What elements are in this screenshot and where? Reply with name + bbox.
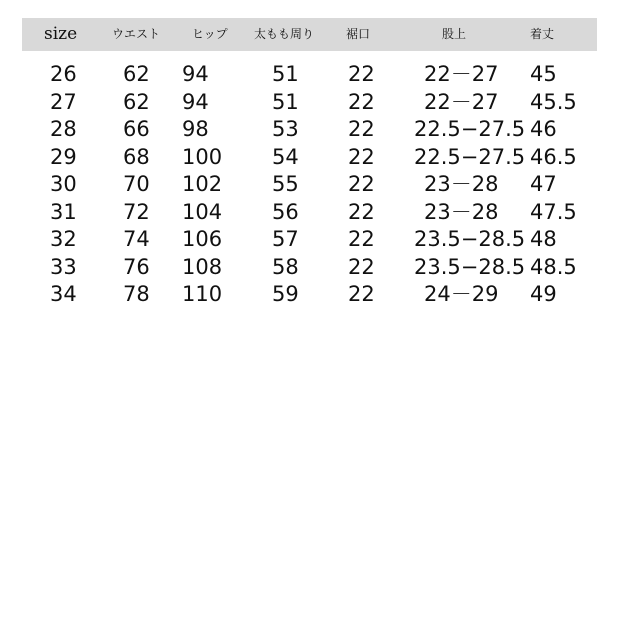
- cell-hip: 94: [182, 62, 209, 86]
- cell-hip: 98: [182, 117, 209, 141]
- cell-waist: 76: [123, 254, 150, 279]
- cell-rise: 22.5−27.5: [414, 144, 526, 169]
- cell-hip: 106: [182, 227, 223, 251]
- table-row: [0, 60, 640, 88]
- table-row: [0, 280, 640, 308]
- cell-length: 49: [530, 282, 557, 306]
- cell-hem: 22: [348, 282, 375, 306]
- cell-thigh: 55: [272, 172, 299, 196]
- cell-rise: 23.5−28.5: [414, 254, 526, 279]
- cell-length: 48: [530, 227, 557, 251]
- cell-rise: 22.5−27.5: [414, 117, 526, 141]
- header-size: size: [44, 24, 78, 44]
- cell-size: 34: [50, 282, 77, 306]
- cell-length: 45: [530, 62, 557, 86]
- cell-waist: 74: [123, 227, 150, 251]
- cell-rise: 22－27: [424, 89, 499, 114]
- cell-size: 32: [50, 227, 77, 251]
- cell-thigh: 51: [272, 89, 299, 114]
- cell-hem: 22: [348, 89, 375, 114]
- cell-length: 46.5: [530, 144, 577, 169]
- cell-waist: 66: [123, 117, 150, 141]
- table-row: [0, 115, 640, 143]
- cell-size: 31: [50, 199, 77, 224]
- table-row: [0, 225, 640, 253]
- cell-waist: 62: [123, 62, 150, 86]
- cell-length: 48.5: [530, 254, 577, 279]
- header-hem: 裾口: [346, 27, 371, 41]
- cell-hip: 102: [182, 172, 223, 196]
- cell-thigh: 57: [272, 227, 299, 251]
- cell-hip: 110: [182, 282, 223, 306]
- cell-hip: 108: [182, 254, 223, 279]
- cell-hem: 22: [348, 144, 375, 169]
- cell-hem: 22: [348, 227, 375, 251]
- table-row: [0, 198, 640, 226]
- cell-thigh: 56: [272, 199, 299, 224]
- table-row: [0, 170, 640, 198]
- cell-rise: 22－27: [424, 62, 499, 86]
- cell-hem: 22: [348, 199, 375, 224]
- cell-thigh: 54: [272, 144, 299, 169]
- cell-hem: 22: [348, 254, 375, 279]
- cell-rise: 23－28: [424, 172, 499, 196]
- cell-size: 30: [50, 172, 77, 196]
- cell-size: 29: [50, 144, 77, 169]
- cell-length: 45.5: [530, 89, 577, 114]
- cell-length: 47: [530, 172, 557, 196]
- table-row: [0, 143, 640, 171]
- cell-rise: 23.5−28.5: [414, 227, 526, 251]
- cell-waist: 70: [123, 172, 150, 196]
- cell-thigh: 59: [272, 282, 299, 306]
- table-row: [0, 253, 640, 281]
- cell-hip: 104: [182, 199, 223, 224]
- cell-rise: 23－28: [424, 199, 499, 224]
- cell-hip: 94: [182, 89, 209, 114]
- cell-thigh: 53: [272, 117, 299, 141]
- table-row: [0, 88, 640, 116]
- cell-hip: 100: [182, 144, 223, 169]
- cell-thigh: 58: [272, 254, 299, 279]
- cell-hem: 22: [348, 117, 375, 141]
- header-length: 着丈: [530, 27, 555, 41]
- cell-rise: 24－29: [424, 282, 499, 306]
- header-rise: 股上: [442, 27, 467, 41]
- cell-size: 33: [50, 254, 77, 279]
- cell-length: 47.5: [530, 199, 577, 224]
- cell-length: 46: [530, 117, 557, 141]
- header-waist: ウエスト: [112, 27, 161, 41]
- header-hip: ヒップ: [192, 27, 228, 41]
- cell-size: 28: [50, 117, 77, 141]
- cell-waist: 68: [123, 144, 150, 169]
- cell-waist: 62: [123, 89, 150, 114]
- header-thigh: 太もも周り: [254, 27, 315, 41]
- cell-hem: 22: [348, 172, 375, 196]
- cell-size: 27: [50, 89, 77, 114]
- cell-waist: 72: [123, 199, 150, 224]
- cell-waist: 78: [123, 282, 150, 306]
- cell-hem: 22: [348, 62, 375, 86]
- cell-thigh: 51: [272, 62, 299, 86]
- cell-size: 26: [50, 62, 77, 86]
